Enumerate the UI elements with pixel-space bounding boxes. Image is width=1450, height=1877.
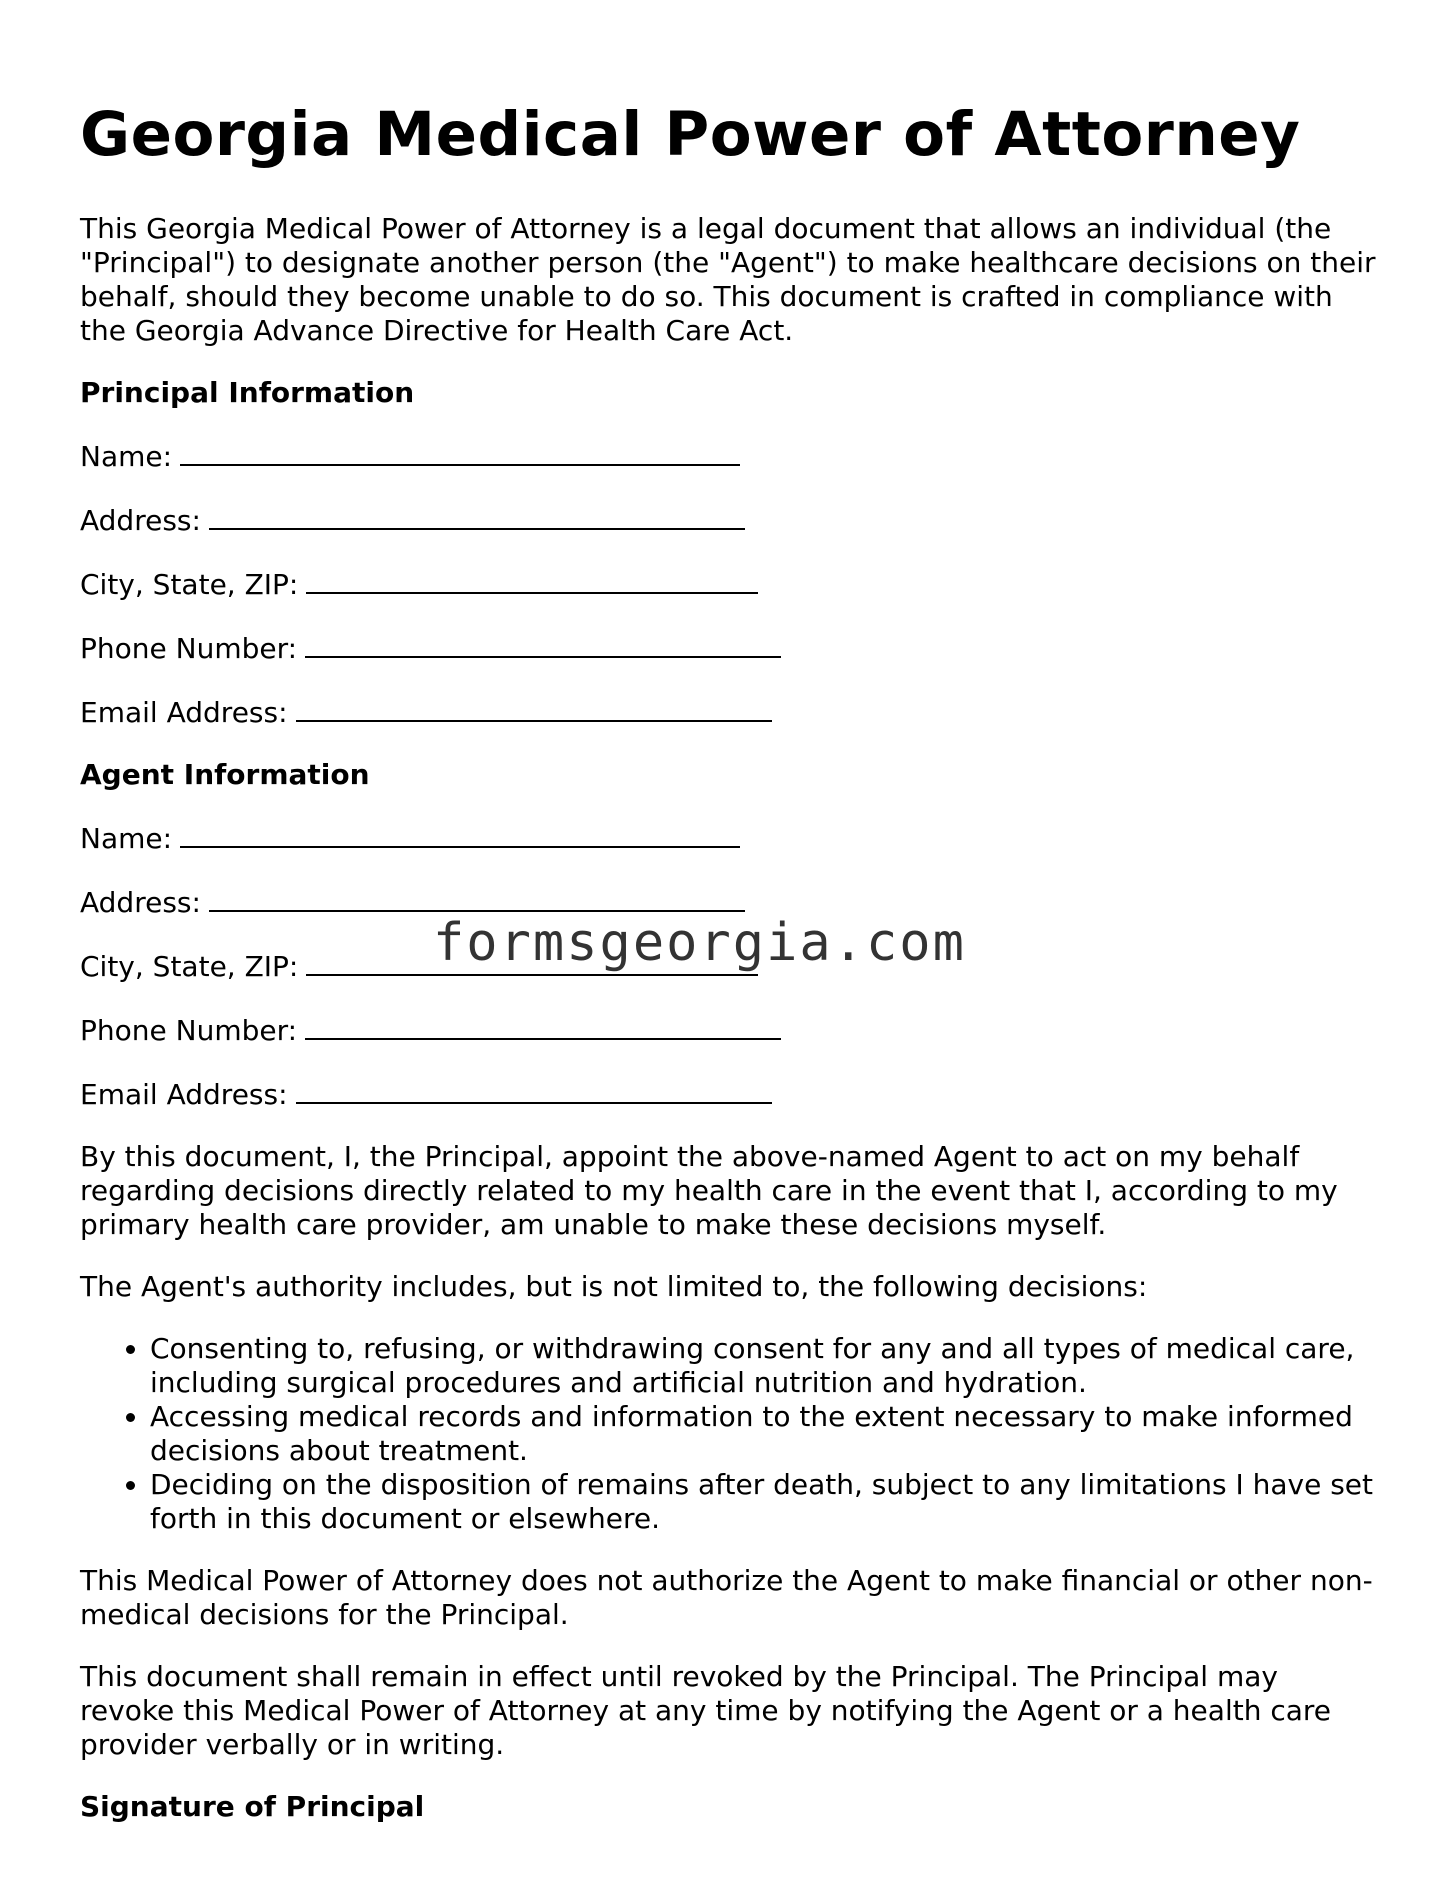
- list-item: • Accessing medical records and information to the extent necessary to make informed decisions about treatment.: [150, 1400, 1380, 1468]
- agent-address-label: Address:: [80, 886, 201, 920]
- principal-email-label: Email Address:: [80, 696, 288, 730]
- agent-name-label: Name:: [80, 822, 173, 856]
- document-title: Georgia Medical Power of Attorney: [80, 99, 1301, 170]
- agent-address-blank[interactable]: [209, 884, 745, 912]
- signature-heading: Signature of Principal: [80, 1790, 425, 1824]
- list-item: • Deciding on the disposition of remains after death, subject to any limitations I have set forth in this document or elsewhere.: [150, 1468, 1380, 1536]
- agent-phone-field: [80, 1012, 1380, 1048]
- appointment-paragraph: By this document, I, the Principal, appoint the above-named Agent to act on my behalf regarding decisions directly related to my health care in the event that I, according to my primary health care provider, am unable to make these decisions myself.: [80, 1140, 1338, 1242]
- agent-name-field: [80, 820, 1380, 856]
- agent-email-blank[interactable]: [296, 1076, 772, 1104]
- principal-name-field: [80, 438, 1380, 474]
- document-page: [80, 100, 1380, 1852]
- agent-email-field: [80, 1076, 1380, 1112]
- principal-name-label: Name:: [80, 440, 173, 474]
- revocation-paragraph: This document shall remain in effect until revoked by the Principal. The Principal may revoke this Medical Power of Attorney at any time by notifying the Agent or a health care provider verbally or in writing.: [80, 1660, 1332, 1762]
- principal-name-blank[interactable]: [180, 438, 740, 466]
- principal-phone-label: Phone Number:: [80, 632, 298, 666]
- principal-city-field: [80, 566, 1380, 602]
- principal-email-field: [80, 694, 1380, 730]
- agent-email-label: Email Address:: [80, 1078, 288, 1112]
- principal-address-blank[interactable]: [209, 502, 745, 530]
- principal-phone-blank[interactable]: [305, 630, 781, 658]
- principal-heading: Principal Information: [80, 376, 415, 410]
- agent-phone-label: Phone Number:: [80, 1014, 298, 1048]
- principal-email-blank[interactable]: [296, 694, 772, 722]
- limitation-paragraph: This Medical Power of Attorney does not authorize the Agent to make financial or other non-medical decisions for the Principal.: [80, 1564, 1373, 1632]
- principal-phone-field: [80, 630, 1380, 666]
- agent-phone-blank[interactable]: [305, 1012, 781, 1040]
- authority-intro: The Agent's authority includes, but is not limited to, the following decisions:: [80, 1270, 1148, 1304]
- principal-address-label: Address:: [80, 504, 201, 538]
- principal-city-blank[interactable]: [306, 566, 758, 594]
- list-item: • Consenting to, refusing, or withdrawing consent for any and all types of medical care, including surgical procedures and artificial nutrition and hydration.: [150, 1332, 1380, 1400]
- authority-list: [80, 1332, 1380, 1536]
- watermark: formsgeorgia.com: [433, 913, 966, 973]
- agent-name-blank[interactable]: [180, 820, 740, 848]
- principal-address-field: [80, 502, 1380, 538]
- agent-city-label: City, State, ZIP:: [80, 950, 299, 984]
- agent-heading: Agent Information: [80, 758, 370, 792]
- intro-paragraph: This Georgia Medical Power of Attorney is a legal document that allows an individual (the "Principal") to designate another person (the "Agent") to make healthcare decisions on their behalf, should they become unable to do so. This document is crafted in compliance with the Georgia Advance Directive for Health Care Act.: [80, 212, 1376, 348]
- principal-city-label: City, State, ZIP:: [80, 568, 299, 602]
